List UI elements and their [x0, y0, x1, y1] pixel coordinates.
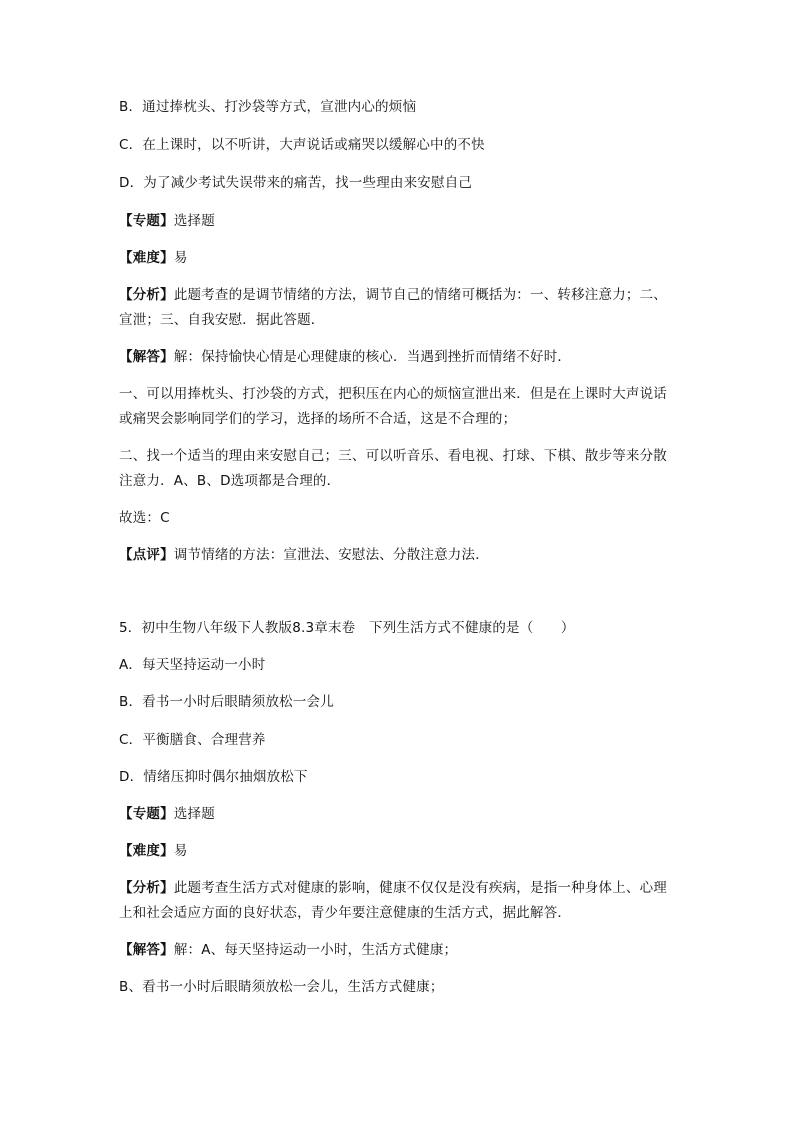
difficulty-label: 【难度】 — [119, 843, 174, 859]
q4-answer-line-1 — [119, 347, 571, 367]
answer-text: 解：A、每天坚持运动一小时，生活方式健康； — [173, 942, 458, 958]
q5-topic — [119, 804, 215, 824]
analysis-label: 【分析】 — [119, 880, 174, 896]
q5-option-c: C．平衡膳食、合理营养 — [119, 732, 266, 748]
q4-option-d: D．为了减少考试失误带来的痛苦，找一些理由来安慰自己 — [119, 175, 473, 191]
difficulty-label: 【难度】 — [119, 250, 174, 266]
q4-analysis-line-2: 宣泄；三、自我安慰．据此答题． — [119, 312, 325, 328]
topic-label: 【专题】 — [119, 806, 174, 822]
answer-label: 【解答】 — [119, 942, 174, 958]
difficulty-value: 易 — [173, 843, 188, 859]
analysis-label: 【分析】 — [119, 287, 174, 303]
q5-question: 5．初中生物八年级下人教版8.3章末卷 下列生活方式不健康的是（ ） — [119, 620, 575, 636]
comment-text: 调节情绪的方法：宣泄法、安慰法、分散注意力法． — [173, 547, 489, 563]
q4-option-b: B．通过捧枕头、打沙袋等方式，宣泄内心的烦恼 — [119, 99, 417, 115]
q4-answer-line-4: 二、找一个适当的理由来安慰自己；三、可以听音乐、看电视、打球、下棋、散步等来分散 — [119, 448, 667, 464]
q5-analysis-line-2: 上和社会适应方面的良好状态，青少年要注意健康的生活方式，据此解答． — [119, 905, 572, 921]
q4-answer-line-3: 或痛哭会影响同学们的学习，选择的场所不合适，这是不合理的； — [119, 411, 517, 427]
q5-option-d: D．情绪压抑时偶尔抽烟放松下 — [119, 769, 308, 785]
answer-label: 【解答】 — [119, 349, 174, 365]
topic-value: 选择题 — [173, 213, 215, 229]
q4-choice: 故选：C — [119, 510, 170, 526]
difficulty-value: 易 — [173, 250, 188, 266]
q4-comment — [119, 545, 489, 565]
q5-analysis-line-1 — [119, 878, 667, 898]
q4-difficulty — [119, 248, 188, 268]
q4-answer-line-5: 注意力．A、B、D选项都是合理的． — [119, 473, 341, 489]
q5-option-a: A．每天坚持运动一小时 — [119, 657, 266, 673]
analysis-text: 此题考查生活方式对健康的影响，健康不仅仅是没有疾病，是指一种身体上、心理 — [173, 880, 668, 896]
q5-difficulty — [119, 841, 188, 861]
q5-answer-line-2: B、看书一小时后眼睛须放松一会儿，生活方式健康； — [119, 979, 444, 995]
q4-option-c: C．在上课时，以不听讲，大声说话或痛哭以缓解心中的不快 — [119, 137, 485, 153]
q4-analysis-line-1 — [119, 285, 667, 305]
q4-topic — [119, 211, 215, 231]
q4-answer-line-2: 一、可以用捧枕头、打沙袋的方式，把积压在内心的烦恼宣泄出来．但是在上课时大声说话 — [119, 386, 667, 402]
analysis-text: 此题考查的是调节情绪的方法，调节自己的情绪可概括为：一、转移注意力；二、 — [173, 287, 668, 303]
comment-label: 【点评】 — [119, 547, 174, 563]
answer-text: 解：保持愉快心情是心理健康的核心．当遇到挫折而情绪不好时． — [173, 349, 572, 365]
q5-answer-line-1 — [119, 940, 457, 960]
topic-label: 【专题】 — [119, 213, 174, 229]
q5-option-b: B．看书一小时后眼睛须放松一会儿 — [119, 694, 334, 710]
topic-value: 选择题 — [173, 806, 215, 822]
